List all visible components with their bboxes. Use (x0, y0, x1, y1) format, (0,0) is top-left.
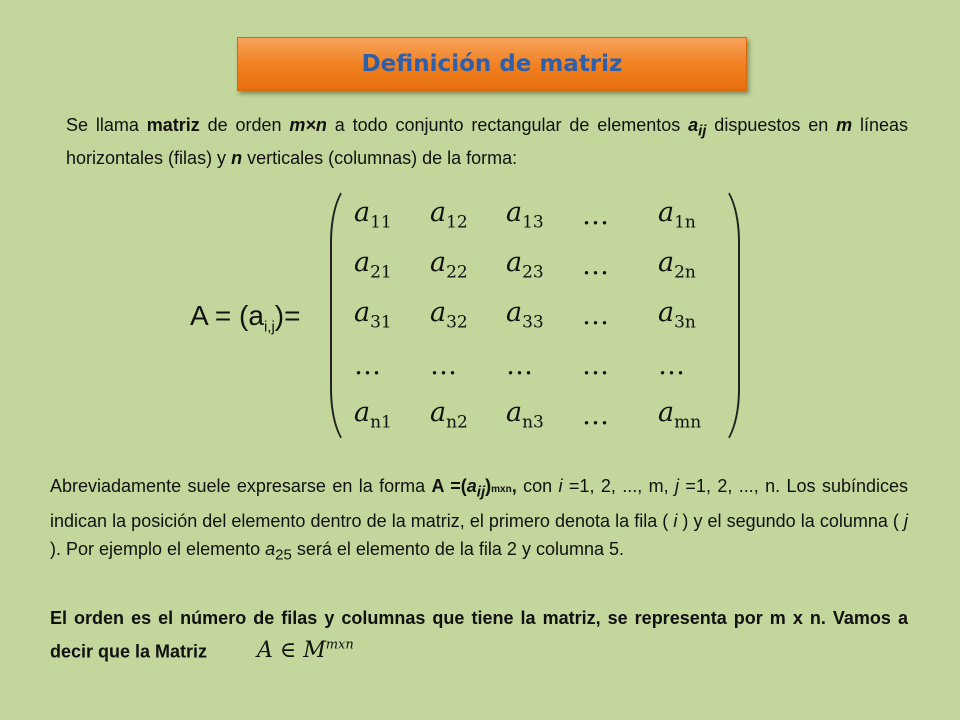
abbrev-j: j (904, 510, 908, 531)
matrix-entry: $a_{22}$ (430, 247, 468, 283)
matrix-ellipsis: … (658, 349, 687, 381)
order-formula: A ∈ $M^{mxn}$ (257, 638, 354, 664)
abbrev-text: Abreviadamente suele expresarse en la forma (50, 476, 432, 496)
abbrev-i: i (558, 476, 563, 496)
intro-n: n (231, 147, 243, 168)
order-paragraph (50, 604, 908, 665)
matrix-lhs (190, 300, 300, 336)
matrix-ellipsis: … (582, 399, 611, 431)
matrix-entry: $a_{31}$ (354, 297, 392, 333)
matrix-entry: $a_{mn}$ (658, 397, 702, 433)
matrix-entry: $a_{n1}$ (354, 397, 392, 433)
matrix-ellipsis: … (354, 349, 383, 381)
abbrev-formula: $A =(a_{ij})mxn$, (431, 476, 517, 501)
intro-text: verticales (columnas) de la forma: (242, 147, 518, 168)
abbrev-text: ). Por ejemplo el elemento (50, 538, 266, 559)
intro-term-matriz: matriz (146, 115, 200, 135)
matrix-ellipsis: … (582, 199, 611, 231)
matrix-entry: $a_{23}$ (506, 247, 544, 283)
matrix-entry: $a_{2n}$ (658, 247, 696, 283)
abbrev-j: j (675, 476, 680, 496)
matrix-ellipsis: … (506, 349, 535, 381)
matrix-entry: $a_{33}$ (506, 297, 544, 333)
intro-text: a todo conjunto rectangular de elementos (326, 115, 689, 135)
title-banner (237, 37, 747, 91)
intro-text: Se llama (66, 115, 147, 135)
matrix-entry: $a_{n2}$ (430, 397, 468, 433)
matrix-entry: $a_{11}$ (354, 197, 392, 233)
intro-order: m×n (289, 115, 327, 135)
page-title: Definición de matriz (361, 51, 623, 77)
matrix-entry: $a_{12}$ (430, 197, 468, 233)
intro-text: líneas horizontales (filas) y (66, 115, 908, 168)
order-text: El orden es el número de filas y columnas que tiene la matriz, se representa por m x n. Vamos a decir que la Matriz (50, 608, 908, 662)
abbrev-text: ) y el segundo la columna ( (677, 510, 904, 531)
matrix-ellipsis: … (430, 349, 459, 381)
intro-m: m (836, 115, 853, 135)
abbrev-text: será el elemento de la fila 2 y columna 5. (291, 538, 624, 559)
lhs-a: A = (a (190, 300, 264, 331)
matrix-ellipsis: … (582, 349, 611, 381)
intro-element: a (688, 115, 699, 135)
abbrev-text: =1, 2, ..., n. Los subíndices indican la posición del elemento dentro de la matriz, el primero denota la fila ( (50, 476, 909, 531)
matrix-entry: $a_{13}$ (506, 197, 544, 233)
intro-element-sub: ij (698, 122, 707, 140)
intro-text: de orden (199, 115, 290, 135)
example-element-sub: 25 (275, 546, 292, 564)
matrix-ellipsis: … (582, 299, 611, 331)
matrix-entry: $a_{21}$ (354, 247, 392, 283)
matrix-entry: $a_{n3}$ (506, 397, 544, 433)
abbrev-i: i (673, 510, 678, 531)
matrix (330, 182, 740, 447)
example-element: a (265, 538, 276, 559)
matrix-entry: $a_{32}$ (430, 297, 468, 333)
abbrev-text: =1, 2, ..., m, (562, 476, 676, 496)
abbrev-text: con (516, 476, 559, 496)
lhs-end: )= (274, 300, 301, 331)
matrix-grid (350, 190, 730, 440)
intro-paragraph (66, 112, 908, 171)
matrix-entry: $a_{1n}$ (658, 197, 696, 233)
abbreviation-paragraph (50, 472, 908, 569)
matrix-ellipsis: … (582, 249, 611, 281)
intro-text: dispuestos en (706, 115, 837, 135)
matrix-entry: $a_{3n}$ (658, 297, 696, 333)
lhs-sub: i,j (263, 318, 275, 336)
